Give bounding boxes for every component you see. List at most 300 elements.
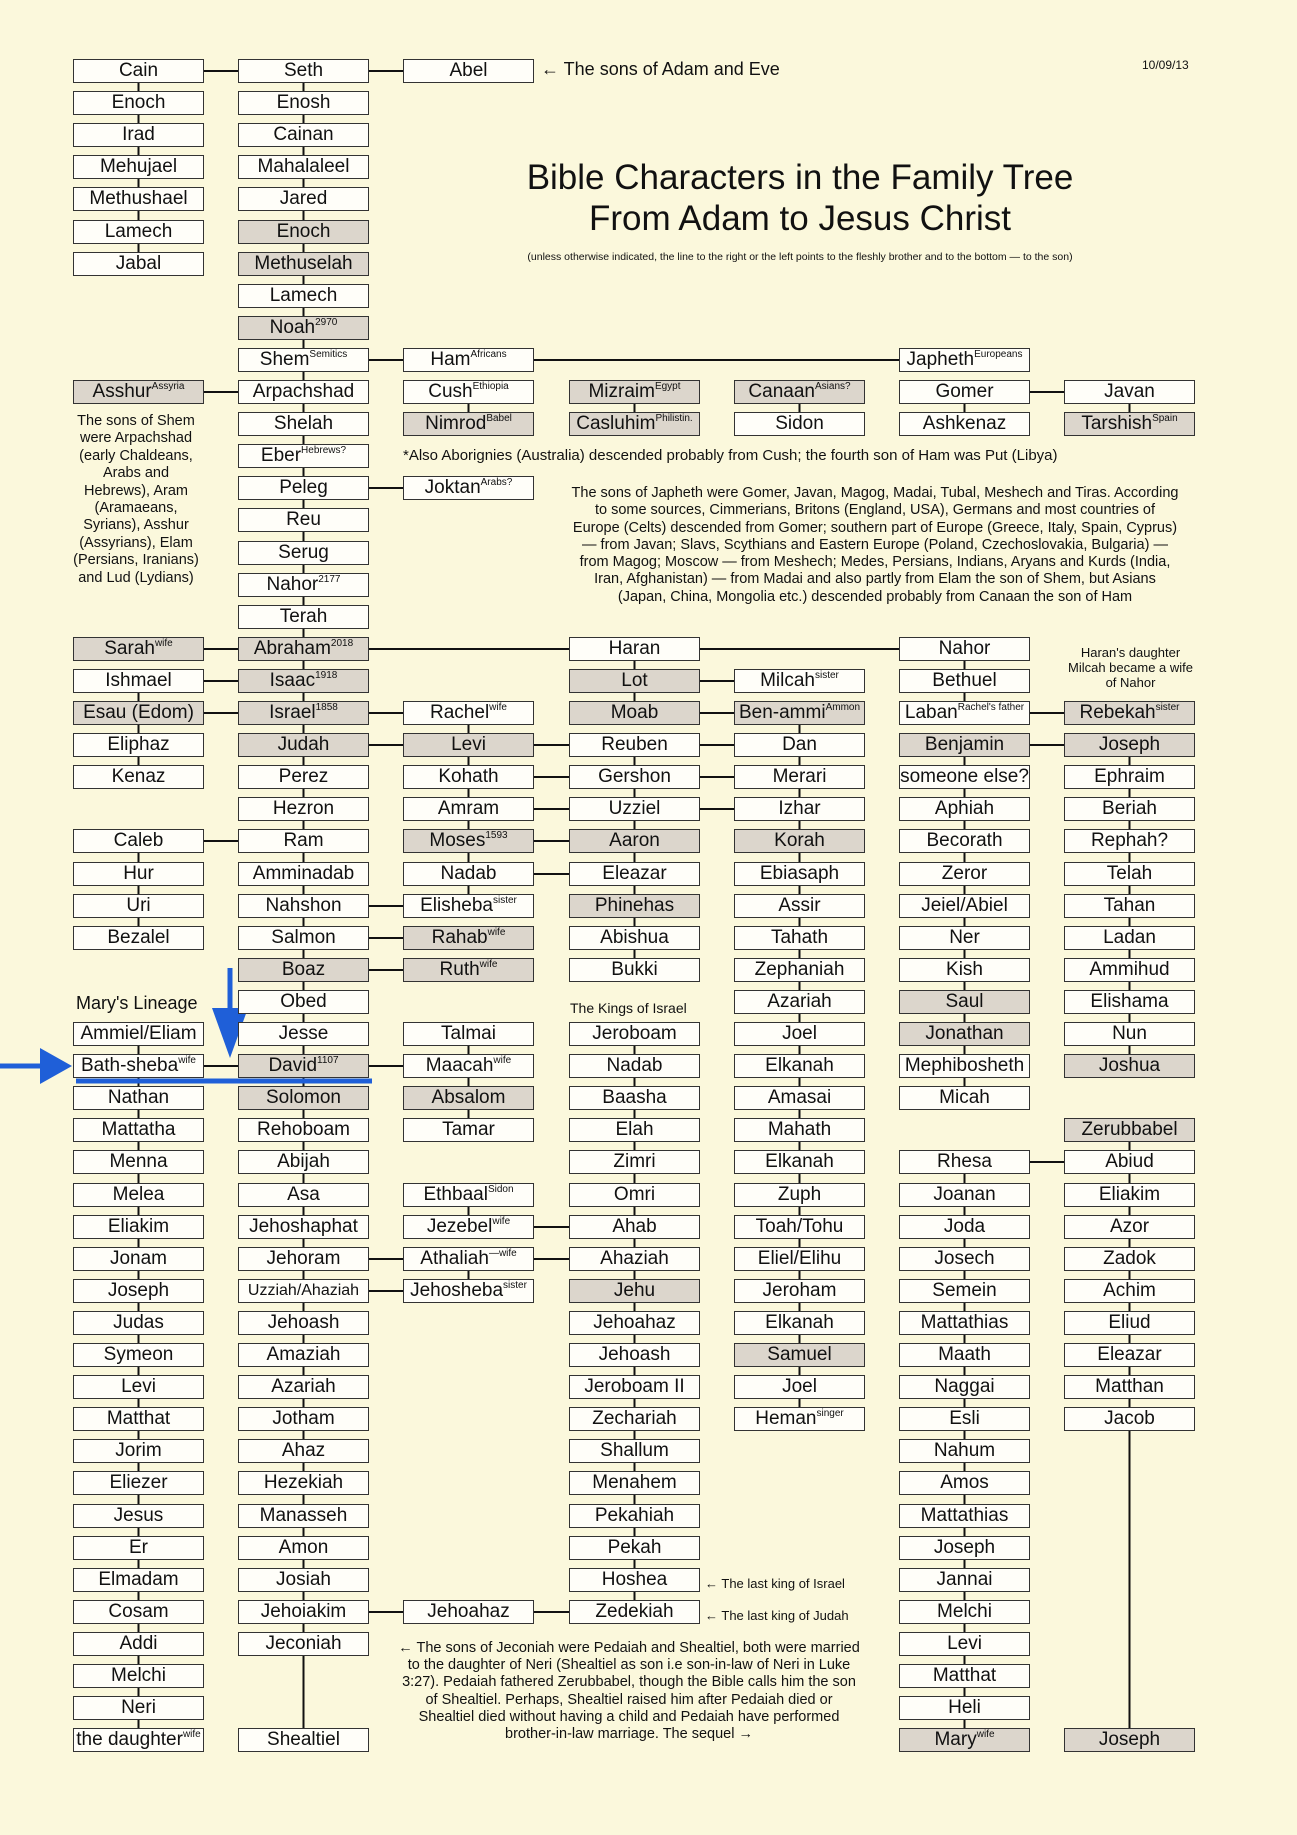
person-name: Cush — [428, 381, 473, 402]
person-name: Caleb — [113, 830, 164, 851]
person-elkanah2 — [734, 1150, 865, 1174]
person-jonathan — [899, 1022, 1030, 1046]
person-bukki — [569, 958, 700, 982]
person-naggai — [899, 1375, 1030, 1399]
person-b11 — [238, 412, 369, 436]
last-king-israel-note: ← The last king of Israel — [705, 1576, 845, 1591]
person-annotation: Ethiopia — [472, 381, 509, 392]
person-annotation: sister — [815, 670, 839, 681]
person-jorim — [73, 1439, 204, 1463]
person-name: Canaan — [748, 381, 815, 402]
person-nahor2 — [899, 637, 1030, 661]
person-annotation: Sidon — [487, 1184, 514, 1195]
person-name: Josiah — [276, 1569, 331, 1590]
person-ammihud — [1064, 958, 1195, 982]
person-name: Heman — [755, 1408, 817, 1429]
person-annotation: 1107 — [317, 1055, 339, 1066]
person-heman — [734, 1407, 865, 1431]
person-name: Baasha — [602, 1087, 667, 1108]
person-zedekiah — [569, 1600, 700, 1624]
person-name: Jesse — [278, 1023, 329, 1044]
person-name: Bath-sheba — [81, 1055, 179, 1076]
person-joseph4 — [1064, 1728, 1195, 1752]
person-name: Ben-ammi — [738, 702, 826, 723]
person-name: Amminadab — [252, 863, 355, 884]
person-reuben — [569, 733, 700, 757]
person-annotation: 2018 — [330, 638, 354, 649]
person-moses — [403, 829, 534, 853]
person-jonam — [73, 1247, 204, 1271]
person-name: Phinehas — [594, 895, 675, 916]
haran-daughter-note: Haran's daughter Milcah became a wife of Nahor — [1068, 645, 1193, 690]
person-name: Methuselah — [254, 253, 353, 274]
person-name: Sidon — [775, 413, 824, 434]
person-casluhim — [569, 412, 700, 436]
person-annotation: Philistin. — [655, 413, 693, 424]
person-kish — [899, 958, 1030, 982]
person-name: Achim — [1103, 1280, 1156, 1301]
person-jeroboam — [569, 1022, 700, 1046]
person-name: Bezalel — [107, 927, 170, 948]
person-annotation: wife — [493, 1055, 512, 1066]
person-name: Joktan — [424, 477, 481, 498]
person-name: Matthan — [1095, 1376, 1164, 1397]
person-assir — [734, 894, 865, 918]
person-name: Aphiah — [934, 798, 995, 819]
person-uzziel — [569, 797, 700, 821]
person-pekah — [569, 1536, 700, 1560]
person-name: Amasai — [767, 1087, 832, 1108]
arrow-head-left — [40, 1048, 72, 1084]
person-name: Joel — [782, 1376, 817, 1397]
person-b48 — [238, 1600, 369, 1624]
person-b37 — [238, 1247, 369, 1271]
person-b24 — [238, 829, 369, 853]
person-name: Enosh — [276, 92, 331, 113]
person-kenaz — [73, 765, 204, 789]
person-annotation: sister — [503, 1280, 527, 1291]
person-name: Elah — [615, 1119, 654, 1140]
person-benjamin — [899, 733, 1030, 757]
person-name: Jehoash — [598, 1344, 671, 1365]
person-name: Reuben — [601, 734, 668, 755]
person-name: Korah — [774, 830, 825, 851]
person-ephraim — [1064, 765, 1195, 789]
person-b12 — [238, 444, 369, 468]
person-name: Casluhim — [576, 413, 656, 434]
person-name: Mehujael — [99, 156, 178, 177]
person-javan — [1064, 380, 1195, 404]
person-moab — [569, 701, 700, 725]
person-tahath — [734, 926, 865, 950]
person-uri — [73, 894, 204, 918]
person-a2 — [73, 123, 204, 147]
person-name: Reu — [286, 509, 321, 530]
person-annotation: Assyria — [151, 381, 185, 392]
person-name: Maacah — [425, 1055, 494, 1076]
person-eleazar1 — [569, 862, 700, 886]
person-rahab — [403, 926, 534, 950]
person-name: Ashkenaz — [922, 413, 1007, 434]
person-levi2 — [73, 1375, 204, 1399]
person-ahab — [569, 1215, 700, 1239]
person-name: Tamar — [442, 1119, 495, 1140]
person-name: Mizraim — [588, 381, 655, 402]
person-b20 — [238, 701, 369, 725]
last-king-judah-note: ← The last king of Judah — [705, 1608, 849, 1623]
person-name: Lamech — [104, 221, 173, 242]
person-samuel — [734, 1343, 865, 1367]
person-name: Izhar — [778, 798, 821, 819]
person-sarah — [73, 637, 204, 661]
person-name: Kohath — [438, 766, 499, 787]
person-name: David — [268, 1055, 318, 1076]
person-name: Tahath — [770, 927, 829, 948]
person-name: Haran — [608, 638, 661, 659]
person-elisheba — [403, 894, 534, 918]
cush-note: *Also Aborignies (Australia) descended probably from Cush; the fourth son of Ham was Put (Libya) — [403, 447, 1058, 464]
person-name: Samuel — [767, 1344, 832, 1365]
person-name: Athaliah — [420, 1248, 489, 1269]
person-laban — [899, 701, 1030, 725]
person-abishua — [569, 926, 700, 950]
person-name: Zedekiah — [595, 1601, 674, 1622]
person-becorath — [899, 829, 1030, 853]
person-aaron — [569, 829, 700, 853]
person-name: Salmon — [271, 927, 336, 948]
person-b27 — [238, 926, 369, 950]
person-b13 — [238, 476, 369, 500]
person-name: Ner — [949, 927, 980, 948]
person-hoshea — [569, 1568, 700, 1592]
person-name: Asshur — [92, 381, 152, 402]
person-pekahiah — [569, 1504, 700, 1528]
person-name: Jehosheba — [410, 1280, 504, 1301]
person-name: Benjamin — [924, 734, 1005, 755]
person-annotation: Semitics — [309, 349, 348, 360]
person-name: Eliakim — [1098, 1184, 1161, 1205]
person-b0 — [238, 59, 369, 83]
person-name: the daughter — [76, 1729, 183, 1750]
person-annotation: Rachel's father — [957, 702, 1025, 713]
person-name: Josech — [934, 1248, 995, 1269]
person-b18 — [238, 637, 369, 661]
kings-of-israel-label: The Kings of Israel — [570, 1000, 687, 1016]
person-symeon — [73, 1343, 204, 1367]
person-b28 — [238, 958, 369, 982]
person-talmai — [403, 1022, 534, 1046]
person-name: Eliel/Elihu — [757, 1248, 842, 1269]
person-b43 — [238, 1439, 369, 1463]
person-a3 — [73, 155, 204, 179]
person-joshua — [1064, 1054, 1195, 1078]
person-annotation: 1858 — [315, 702, 338, 713]
person-b17 — [238, 605, 369, 629]
person-b33 — [238, 1118, 369, 1142]
person-name: Seth — [283, 60, 324, 81]
person-matthan — [1064, 1375, 1195, 1399]
person-name: Ahaz — [281, 1440, 326, 1461]
person-eliakim2 — [1064, 1183, 1195, 1207]
person-name: Mattatha — [101, 1119, 176, 1140]
person-jehu — [569, 1279, 700, 1303]
person-name: Eleazar — [1097, 1344, 1162, 1365]
person-annotation: singer — [816, 1408, 844, 1419]
person-b29 — [238, 990, 369, 1014]
person-annotation: 1918 — [315, 670, 338, 681]
person-joseph3 — [899, 1536, 1030, 1560]
person-gershon — [569, 765, 700, 789]
person-name: Melchi — [937, 1601, 992, 1622]
person-name: Amon — [278, 1537, 329, 1558]
person-melchi1 — [73, 1664, 204, 1688]
person-annotation: Ammon — [825, 702, 861, 713]
person-name: Shealtiel — [267, 1729, 340, 1750]
person-name: Laban — [904, 702, 958, 723]
person-name: Peleg — [279, 477, 328, 498]
person-mephibosheth — [899, 1054, 1030, 1078]
person-name: Jeconiah — [265, 1633, 342, 1654]
person-b22 — [238, 765, 369, 789]
person-name: Absalom — [431, 1087, 506, 1108]
person-tahan — [1064, 894, 1195, 918]
person-name: Moses — [429, 830, 486, 851]
person-a1 — [73, 91, 204, 115]
person-b42 — [238, 1407, 369, 1431]
person-name: Perez — [278, 766, 329, 787]
person-annotation: wife — [182, 1729, 201, 1740]
person-name: Boaz — [281, 959, 326, 980]
person-ner — [899, 926, 1030, 950]
person-zechariah — [569, 1407, 700, 1431]
person-annotation: wife — [489, 702, 507, 713]
person-b4 — [238, 187, 369, 211]
person-elah — [569, 1118, 700, 1142]
person-name: Aaron — [609, 830, 660, 851]
date-stamp: 10/09/13 — [1142, 58, 1189, 72]
person-jehoahaz1 — [569, 1311, 700, 1335]
person-toah — [734, 1215, 865, 1239]
marys-lineage-label: Mary's Lineage — [76, 993, 198, 1013]
person-ebiasaph — [734, 862, 865, 886]
person-shallum — [569, 1439, 700, 1463]
person-name: Hezekiah — [263, 1472, 344, 1493]
person-someone — [899, 765, 1030, 789]
person-name: Zephaniah — [754, 959, 845, 980]
person-annotation: —wife — [488, 1248, 517, 1259]
person-maath — [899, 1343, 1030, 1367]
person-annotation: Egypt — [654, 381, 681, 392]
person-name: Levi — [121, 1376, 156, 1397]
person-joel1 — [734, 1022, 865, 1046]
person-izhar — [734, 797, 865, 821]
person-name: Uri — [126, 895, 151, 916]
person-annotation: 2177 — [318, 574, 341, 585]
person-name: Zerubbabel — [1081, 1119, 1178, 1140]
person-name: Jared — [279, 188, 328, 209]
person-name: Er — [129, 1537, 148, 1558]
person-name: Symeon — [103, 1344, 174, 1365]
person-name: Methushael — [89, 188, 188, 209]
person-name: Ham — [430, 349, 471, 370]
person-name: Toah/Tohu — [755, 1216, 844, 1237]
person-name: Nahshon — [265, 895, 342, 916]
person-name: Terah — [279, 606, 328, 627]
person-b16 — [238, 573, 369, 597]
person-annotation: Asians? — [814, 381, 851, 392]
person-name: Eliezer — [109, 1472, 168, 1493]
person-semein — [899, 1279, 1030, 1303]
person-b30 — [238, 1022, 369, 1046]
person-name: Amos — [940, 1472, 989, 1493]
person-asshur — [73, 380, 204, 404]
person-name: Abiud — [1105, 1151, 1154, 1172]
person-name: Kenaz — [111, 766, 166, 787]
person-name: Ahab — [612, 1216, 657, 1237]
person-name: Joanan — [933, 1184, 996, 1205]
person-name: Gershon — [598, 766, 671, 787]
person-name: Jehu — [613, 1280, 656, 1301]
title-line-1: Bible Characters in the Family Tree — [526, 158, 1074, 197]
person-name: Javan — [1104, 381, 1155, 402]
person-name: Jeroboam II — [584, 1376, 685, 1397]
person-name: Micah — [939, 1087, 990, 1108]
person-rephah — [1064, 829, 1195, 853]
person-name: Judah — [277, 734, 330, 755]
person-name: Azariah — [767, 991, 832, 1012]
person-abel — [403, 59, 534, 83]
person-rachel — [403, 701, 534, 725]
person-name: Eliphaz — [107, 734, 170, 755]
person-name: Arpachshad — [252, 381, 355, 402]
person-joda — [899, 1215, 1030, 1239]
subtitle-note: (unless otherwise indicated, the line to the right or the left points to the fleshly brother and to the bottom — to the son) — [527, 251, 1073, 263]
person-b3 — [238, 155, 369, 179]
person-name: Jehoash — [267, 1312, 340, 1333]
person-name: Ishmael — [105, 670, 172, 691]
person-a0 — [73, 59, 204, 83]
person-name: Neri — [121, 1697, 156, 1718]
person-name: Azariah — [271, 1376, 336, 1397]
person-name: Abijah — [277, 1151, 330, 1172]
person-name: Ephraim — [1094, 766, 1165, 787]
person-annotation: wife — [154, 638, 173, 649]
person-name: Hezron — [272, 798, 335, 819]
person-b36 — [238, 1215, 369, 1239]
person-name: Joshua — [1098, 1055, 1161, 1076]
person-amram — [403, 797, 534, 821]
person-jeroboam2 — [569, 1375, 700, 1399]
person-name: Rephah? — [1090, 830, 1169, 851]
person-b8 — [238, 316, 369, 340]
person-name: Levi — [947, 1633, 982, 1654]
person-name: Mary — [934, 1729, 977, 1750]
person-name: Hur — [123, 863, 154, 884]
person-b26 — [238, 894, 369, 918]
person-korah — [734, 829, 865, 853]
person-annotation: 1593 — [485, 830, 508, 841]
person-caleb — [73, 829, 204, 853]
person-name: Ladan — [1103, 927, 1156, 948]
person-b2 — [238, 123, 369, 147]
person-annotation: Africans — [470, 349, 507, 360]
person-annotation: 2970 — [315, 317, 338, 328]
person-absalom — [403, 1086, 534, 1110]
person-eliezer — [73, 1471, 204, 1495]
person-name: Rachel — [430, 702, 490, 723]
person-name: Solomon — [266, 1087, 341, 1108]
person-name: Eliud — [1108, 1312, 1151, 1333]
person-ashkenaz — [899, 412, 1030, 436]
person-name: Bukki — [611, 959, 658, 980]
adam-eve-note: ← The sons of Adam and Eve — [541, 59, 780, 79]
person-haran — [569, 637, 700, 661]
person-name: Eber — [260, 445, 302, 466]
person-name: Ahaziah — [600, 1248, 669, 1269]
person-josech — [899, 1247, 1030, 1271]
person-name: Pekahiah — [594, 1505, 675, 1526]
person-jehosheba — [403, 1279, 534, 1303]
person-name: Sarah — [104, 638, 155, 659]
person-rhesa — [899, 1150, 1030, 1174]
person-name: Zeror — [941, 863, 988, 884]
person-b5 — [238, 220, 369, 244]
person-baasha — [569, 1086, 700, 1110]
person-b25 — [238, 862, 369, 886]
person-name: Mephibosheth — [904, 1055, 1025, 1076]
person-jehoash2 — [569, 1343, 700, 1367]
person-name: Menahem — [592, 1472, 677, 1493]
person-name: Elkanah — [765, 1151, 834, 1172]
person-name: Moab — [610, 702, 659, 723]
person-name: Eliakim — [107, 1216, 170, 1237]
person-name: Ethbaal — [423, 1184, 488, 1205]
person-name: Joseph — [933, 1537, 996, 1558]
person-name: Nathan — [107, 1087, 170, 1108]
person-azariah2 — [734, 990, 865, 1014]
person-ahaziah — [569, 1247, 700, 1271]
person-jehoahaz2 — [403, 1600, 534, 1624]
person-elkanah1 — [734, 1054, 865, 1078]
person-name: Mattathias — [920, 1312, 1009, 1333]
person-annotation: wife — [487, 927, 506, 938]
person-name: Ammihud — [1089, 959, 1170, 980]
person-b46 — [238, 1536, 369, 1560]
person-name: Saul — [945, 991, 984, 1012]
person-name: Addi — [119, 1633, 158, 1654]
person-name: Irad — [122, 124, 155, 145]
person-b14 — [238, 508, 369, 532]
person-name: Becorath — [926, 830, 1003, 851]
person-b47 — [238, 1568, 369, 1592]
person-name: Matthat — [932, 1665, 997, 1686]
person-name: Mahath — [767, 1119, 832, 1140]
person-name: Jabal — [115, 253, 162, 274]
person-name: Levi — [451, 734, 486, 755]
person-name: Jonathan — [925, 1023, 1004, 1044]
person-annotation: Babel — [486, 413, 512, 424]
person-b40 — [238, 1343, 369, 1367]
person-name: Maath — [938, 1344, 991, 1365]
person-ham — [403, 348, 534, 372]
person-a6 — [73, 252, 204, 276]
person-amasai — [734, 1086, 865, 1110]
person-name: Elishama — [1090, 991, 1169, 1012]
person-name: Judas — [113, 1312, 164, 1333]
person-ladan — [1064, 926, 1195, 950]
person-name: Nun — [1112, 1023, 1147, 1044]
person-name: Bethuel — [932, 670, 997, 691]
